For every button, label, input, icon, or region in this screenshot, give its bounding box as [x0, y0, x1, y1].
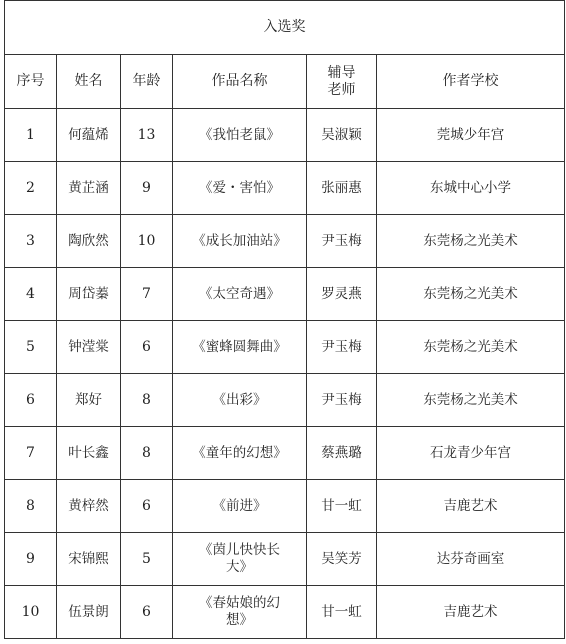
column-header-school: 作者学校: [377, 55, 565, 109]
cell-name: 陶欣然: [57, 215, 121, 268]
cell-age: 8: [121, 427, 173, 480]
cell-no: 2: [5, 162, 57, 215]
cell-name: 黄芷涵: [57, 162, 121, 215]
table-title: 入选奖: [5, 1, 565, 55]
cell-school: 东城中心小学: [377, 162, 565, 215]
column-header-teacher: 辅导老师: [307, 55, 377, 109]
cell-teacher: 尹玉梅: [307, 374, 377, 427]
cell-name: 周岱蓁: [57, 268, 121, 321]
cell-school: 东莞杨之光美术: [377, 321, 565, 374]
cell-name: 黄梓然: [57, 480, 121, 533]
cell-work: 《茵儿快快长大》: [173, 533, 307, 586]
cell-no: 4: [5, 268, 57, 321]
column-header-no: 序号: [5, 55, 57, 109]
cell-age: 9: [121, 162, 173, 215]
cell-work: 《童年的幻想》: [173, 427, 307, 480]
cell-age: 6: [121, 321, 173, 374]
cell-age: 10: [121, 215, 173, 268]
cell-no: 9: [5, 533, 57, 586]
table-row: [5, 109, 565, 162]
cell-name: 钟滢棠: [57, 321, 121, 374]
cell-work: 《前进》: [173, 480, 307, 533]
cell-teacher: 吴淑颖: [307, 109, 377, 162]
cell-school: 吉鹿艺术: [377, 586, 565, 639]
cell-school: 东莞杨之光美术: [377, 268, 565, 321]
cell-school: 东莞杨之光美术: [377, 215, 565, 268]
cell-work: 《我怕老鼠》: [173, 109, 307, 162]
cell-teacher: 尹玉梅: [307, 321, 377, 374]
cell-no: 3: [5, 215, 57, 268]
cell-name: 何蕴烯: [57, 109, 121, 162]
cell-teacher: 罗灵燕: [307, 268, 377, 321]
cell-no: 5: [5, 321, 57, 374]
cell-age: 6: [121, 586, 173, 639]
table-row: [5, 374, 565, 427]
table-row: [5, 427, 565, 480]
cell-age: 7: [121, 268, 173, 321]
cell-no: 8: [5, 480, 57, 533]
table-row: [5, 268, 565, 321]
cell-no: 1: [5, 109, 57, 162]
table-row: [5, 586, 565, 639]
table-title-row: [5, 1, 565, 55]
cell-work: 《出彩》: [173, 374, 307, 427]
cell-teacher: 甘一虹: [307, 586, 377, 639]
cell-school: 莞城少年宫: [377, 109, 565, 162]
table-row: [5, 480, 565, 533]
cell-teacher: 蔡燕璐: [307, 427, 377, 480]
cell-work: 《成长加油站》: [173, 215, 307, 268]
cell-name: 伍景朗: [57, 586, 121, 639]
cell-no: 10: [5, 586, 57, 639]
cell-work: 《春姑娘的幻想》: [173, 586, 307, 639]
cell-work: 《爱・害怕》: [173, 162, 307, 215]
column-header-age: 年龄: [121, 55, 173, 109]
cell-no: 6: [5, 374, 57, 427]
cell-name: 郑好: [57, 374, 121, 427]
table-row: [5, 321, 565, 374]
table-row: [5, 533, 565, 586]
column-header-name: 姓名: [57, 55, 121, 109]
cell-teacher: 张丽惠: [307, 162, 377, 215]
cell-age: 6: [121, 480, 173, 533]
cell-school: 吉鹿艺术: [377, 480, 565, 533]
table-header-row: [5, 55, 565, 109]
award-table: [4, 0, 565, 639]
cell-work: 《太空奇遇》: [173, 268, 307, 321]
table-row: [5, 162, 565, 215]
column-header-work: 作品名称: [173, 55, 307, 109]
cell-teacher: 尹玉梅: [307, 215, 377, 268]
table-row: [5, 215, 565, 268]
cell-name: 宋锦熙: [57, 533, 121, 586]
cell-school: 石龙青少年宫: [377, 427, 565, 480]
cell-school: 东莞杨之光美术: [377, 374, 565, 427]
cell-school: 达芬奇画室: [377, 533, 565, 586]
cell-no: 7: [5, 427, 57, 480]
cell-age: 5: [121, 533, 173, 586]
cell-teacher: 吴笑芳: [307, 533, 377, 586]
cell-age: 13: [121, 109, 173, 162]
cell-age: 8: [121, 374, 173, 427]
cell-name: 叶长鑫: [57, 427, 121, 480]
cell-teacher: 甘一虹: [307, 480, 377, 533]
cell-work: 《蜜蜂圆舞曲》: [173, 321, 307, 374]
